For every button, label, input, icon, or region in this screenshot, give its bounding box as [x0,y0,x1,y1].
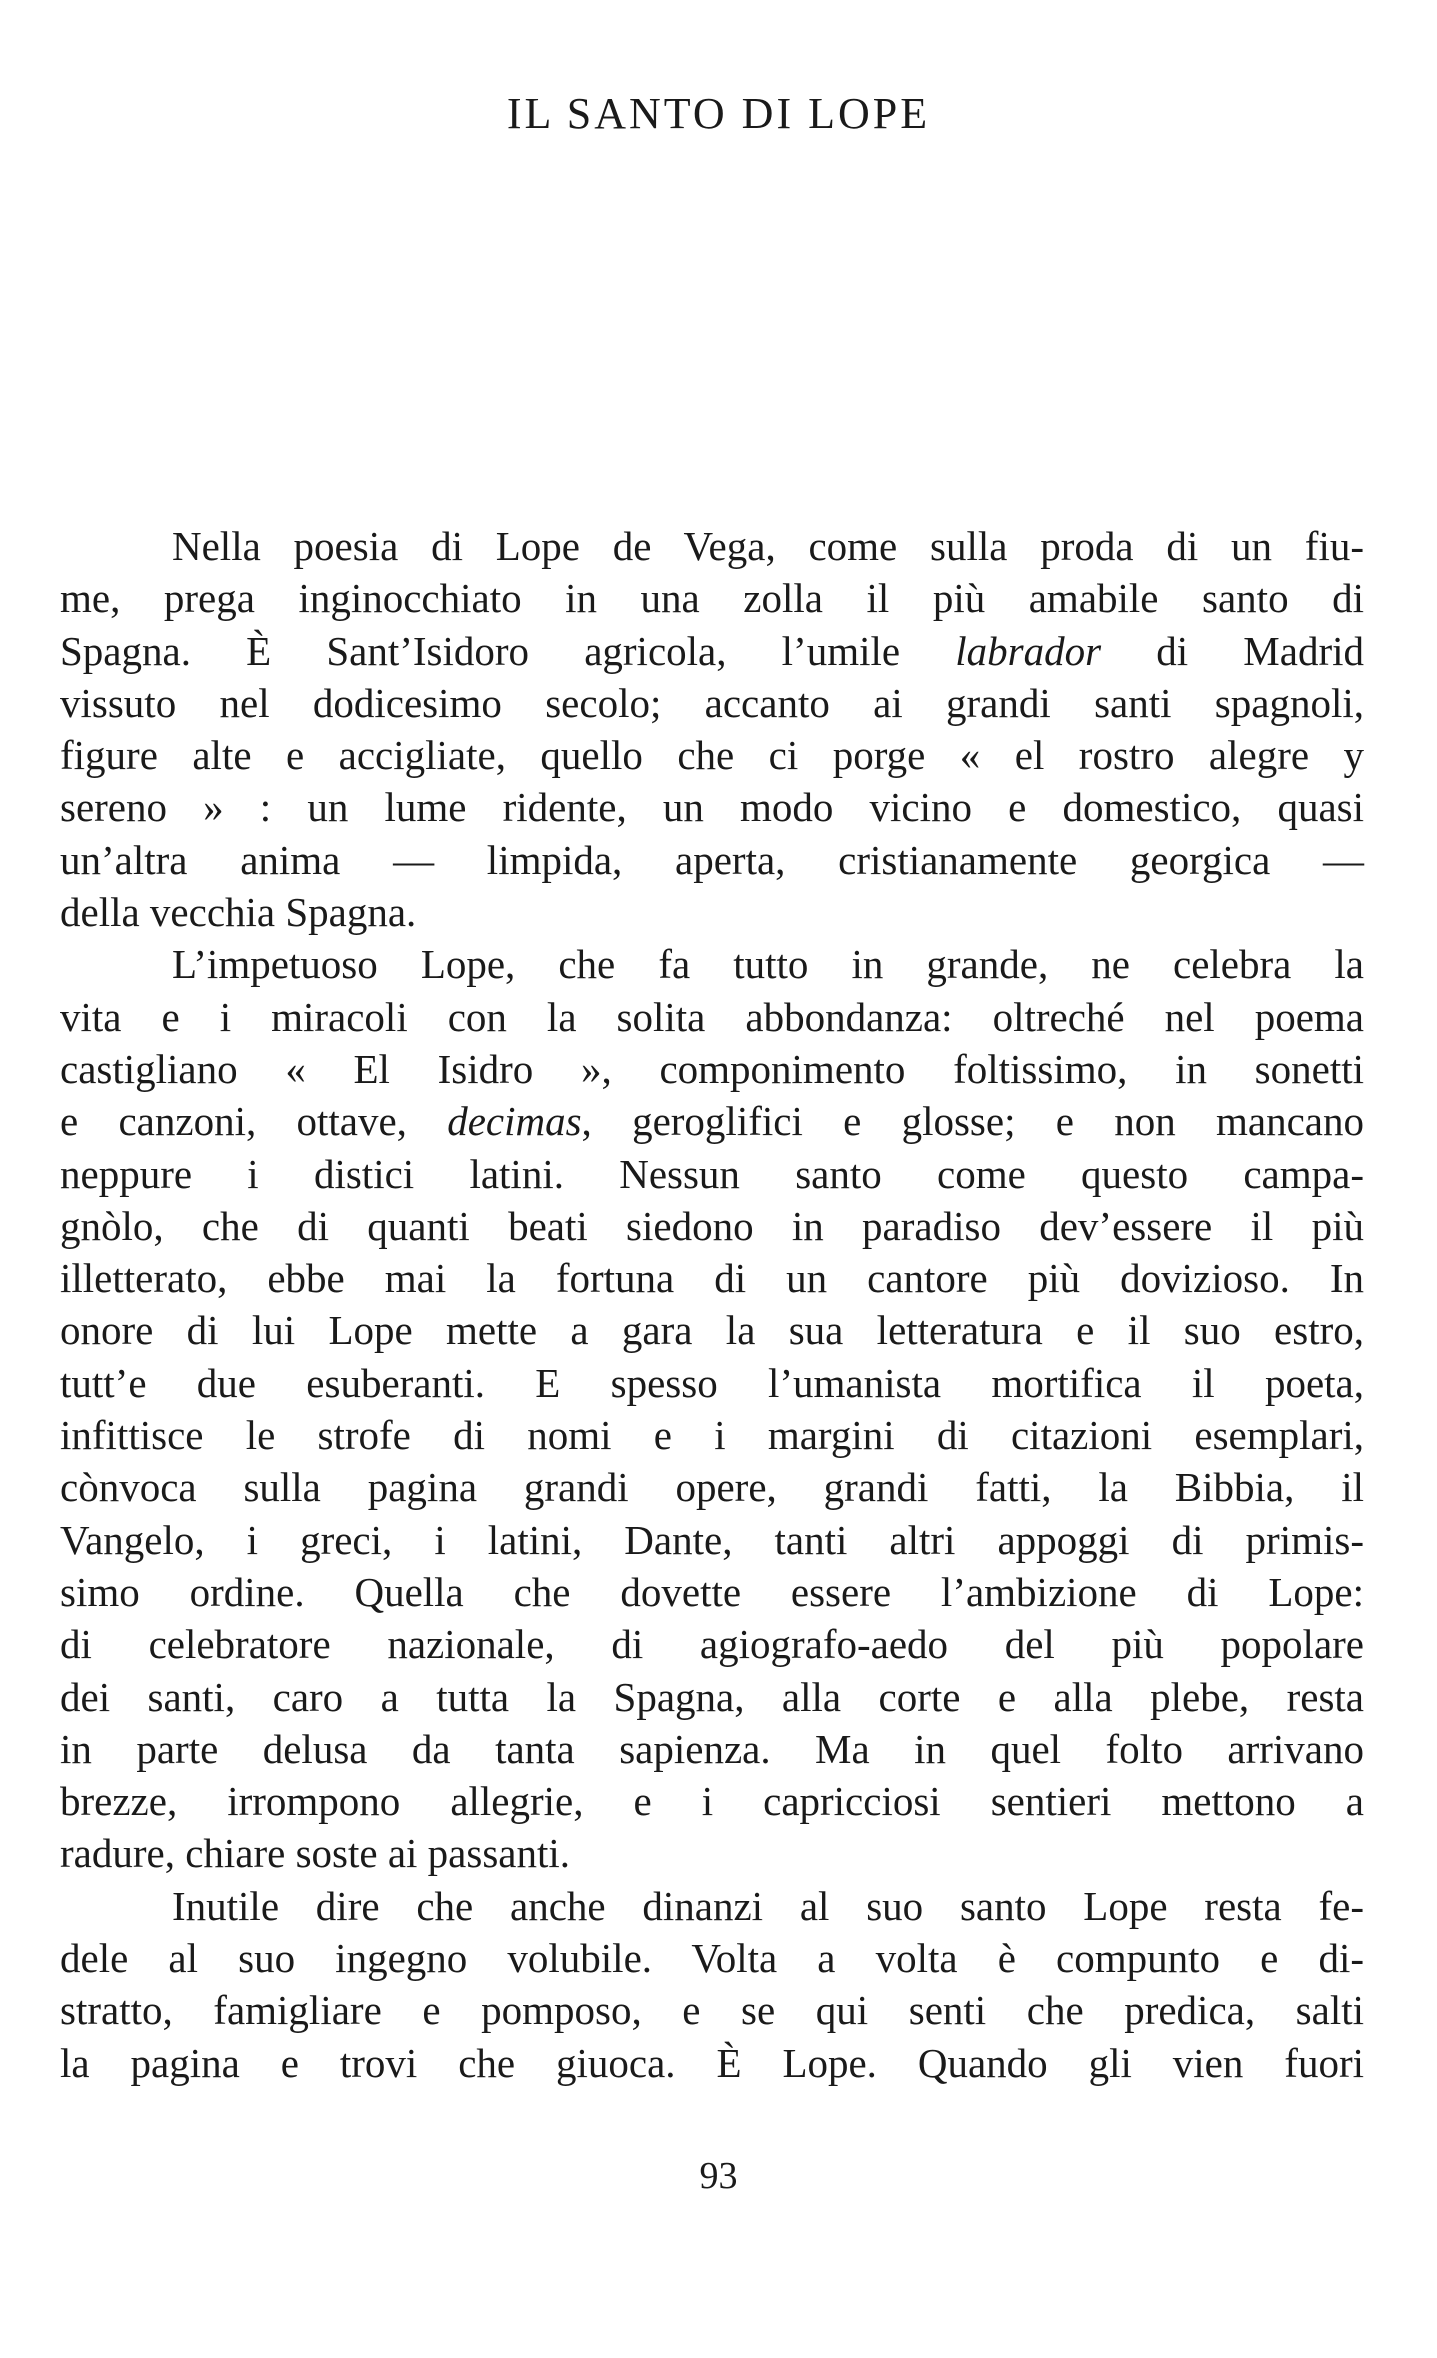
text-line: della vecchia Spagna. [60,889,417,936]
text-line: tutt’e due esuberanti. E spesso l’umanista mortifica il poeta, [60,1359,1364,1406]
text-line: radure, chiare soste ai passanti. [60,1830,571,1877]
text-line: onore di lui Lope mette a gara la sua letteratura e il suo estro, [60,1307,1364,1354]
text-line: brezze, irrompono allegrie, e i capricciosi sentieri mettono a [60,1778,1364,1825]
text-line: in parte delusa da tanta sapienza. Ma in quel folto arrivano [60,1725,1364,1772]
text-line: un’altra anima — limpida, aperta, cristianamente georgica — [60,836,1364,883]
text-line: gnòlo, che di quanti beati siedono in paradiso dev’essere il più [60,1202,1364,1249]
italic-word: labrador [955,627,1102,674]
text-line: sereno » : un lume ridente, un modo vicino e domestico, quasi [60,784,1364,831]
text-line: simo ordine. Quella che dovette essere l’ambizione di Lope: [60,1568,1364,1615]
text-line: neppure i distici latini. Nessun santo come questo campa- [60,1150,1364,1197]
text-line: vissuto nel dodicesimo secolo; accanto ai grandi santi spagnoli, [60,679,1364,726]
text-line: dei santi, caro a tutta la Spagna, alla corte e alla plebe, resta [60,1673,1364,1720]
text-line: di celebratore nazionale, di agiografo-aedo del più popolare [60,1621,1364,1668]
text-line: illetterato, ebbe mai la fortuna di un cantore più dovizioso. In [60,1255,1364,1302]
body-text [60,520,1364,2089]
text-line: dele al suo ingegno volubile. Volta a volta è compunto e di- [60,1935,1364,1982]
text-line: Nella poesia di Lope de Vega, come sulla proda di un fiu- [172,523,1364,569]
text-line: infittisce le strofe di nomi e i margini di citazioni esemplari, [60,1412,1364,1459]
page-number: 93 [699,2155,738,2197]
text-line: stratto, famigliare e pomposo, e se qui senti che predica, salti [60,1987,1364,2034]
text-line: Spagna. È Sant’Isidoro agricola, l’umile labrador di Madrid [60,627,1364,674]
text-line: vita e i miracoli con la solita abbondanza: oltreché nel poema [60,993,1364,1040]
text-line: castigliano « El Isidro », componimento foltissimo, in sonetti [60,1045,1364,1092]
text-line: cònvoca sulla pagina grandi opere, grandi fatti, la Bibbia, il [60,1464,1364,1511]
text-line: Vangelo, i greci, i latini, Dante, tanti altri appoggi di primis- [60,1516,1364,1563]
text-line: e canzoni, ottave, decimas, geroglifici e glosse; e non mancano [60,1098,1364,1145]
text-line: la pagina e trovi che giuoca. È Lope. Quando gli vien fuori [60,2039,1364,2086]
text-line: figure alte e accigliate, quello che ci porge « el rostro alegre y [60,732,1364,779]
text-line: Inutile dire che anche dinanzi al suo santo Lope resta fe- [172,1882,1364,1929]
running-title: IL SANTO DI LOPE [506,89,931,138]
text-line: me, prega inginocchiato in una zolla il più amabile santo di [60,575,1364,622]
italic-word: decimas [447,1098,582,1145]
text-line: L’impetuoso Lope, che fa tutto in grande, ne celebra la [172,941,1364,988]
